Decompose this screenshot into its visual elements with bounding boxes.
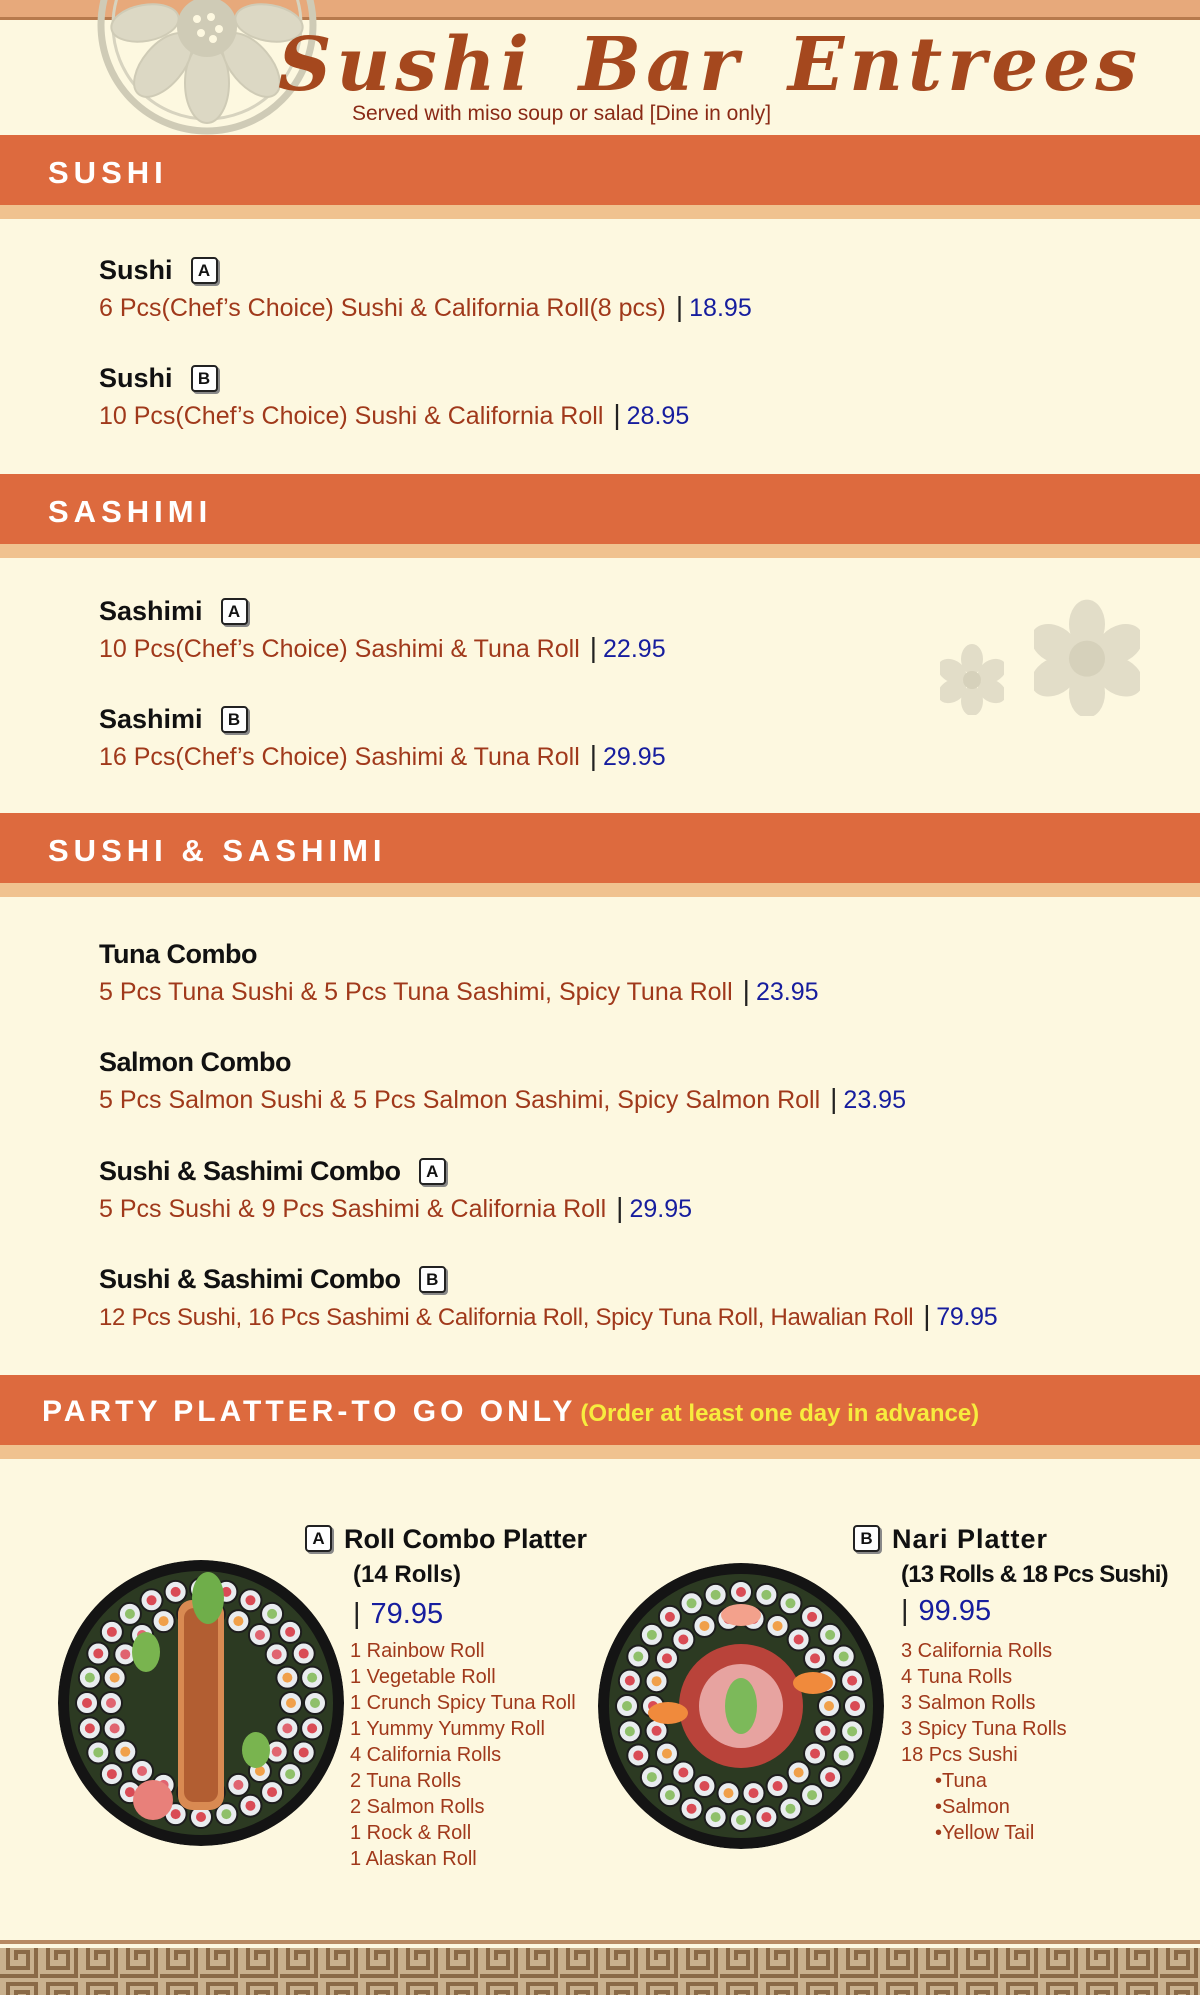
platter-title — [853, 1524, 1048, 1555]
flower-icon — [1034, 598, 1140, 716]
meander-border — [0, 1940, 1200, 1995]
list-item: •Salmon — [935, 1796, 1010, 1818]
platter-title — [305, 1524, 587, 1555]
platter-price-row: | 99.95 — [901, 1595, 992, 1627]
section-header-party — [0, 1375, 1200, 1459]
item-name: Sashimi — [99, 596, 203, 626]
item-price: 23.95 — [755, 978, 819, 1006]
list-item: •Tuna — [935, 1770, 987, 1792]
item-price: 29.95 — [603, 743, 666, 771]
menu-item: Sushi B 10 Pcs(Chef’s Choice) Sushi & California Roll | 28.95 — [99, 363, 690, 430]
item-description: 6 Pcs(Chef’s Choice) Sushi & California Roll(8 pcs) — [99, 294, 666, 322]
section-header-combo — [0, 813, 1200, 897]
item-description: 10 Pcs(Chef’s Choice) Sashimi & Tuna Roll — [99, 635, 580, 663]
menu-item: Tuna Combo 5 Pcs Tuna Sushi & 5 Pcs Tuna Sashimi, Spicy Tuna Roll | 23.95 — [99, 939, 819, 1006]
platter-item-list — [901, 1638, 1067, 1846]
platter-price: 79.95 — [370, 1598, 444, 1630]
sushi-platter-image — [598, 1563, 884, 1849]
item-description: 16 Pcs(Chef’s Choice) Sashimi & Tuna Roll — [99, 743, 580, 771]
list-item: 1 Yummy Yummy Roll — [350, 1718, 545, 1740]
page-title: Sushi Bar Entrees — [278, 22, 1143, 108]
item-price: 22.95 — [603, 635, 666, 663]
platter-name: Roll Combo Platter — [344, 1524, 588, 1554]
list-item: 1 Rainbow Roll — [350, 1640, 485, 1662]
item-name: Sushi — [99, 363, 173, 393]
section-header-sashimi — [0, 474, 1200, 558]
item-description: 5 Pcs Tuna Sushi & 5 Pcs Tuna Sashimi, Spicy Tuna Roll — [99, 978, 733, 1006]
section-title — [42, 1395, 979, 1429]
item-price: 29.95 — [629, 1195, 692, 1223]
list-item: •Yellow Tail — [935, 1822, 1035, 1844]
list-item: 1 Alaskan Roll — [350, 1848, 477, 1870]
item-price: 18.95 — [689, 294, 752, 322]
party-note: (Order at least one day in advance) — [580, 1400, 980, 1427]
item-name: Tuna Combo — [99, 939, 257, 969]
list-item: 3 California Rolls — [901, 1640, 1053, 1662]
item-price: 23.95 — [843, 1086, 906, 1114]
platter-price-row: | 79.95 — [353, 1598, 444, 1630]
badge-icon: B — [853, 1525, 880, 1552]
item-name: Salmon Combo — [99, 1047, 292, 1077]
section-header-sushi — [0, 135, 1200, 219]
item-name: Sushi & Sashimi Combo — [99, 1264, 401, 1294]
section-title: SASHIMI — [48, 494, 213, 529]
item-description: 5 Pcs Sushi & 9 Pcs Sashimi & California Roll — [99, 1195, 607, 1223]
platter-price: 99.95 — [918, 1595, 992, 1627]
item-name: Sushi & Sashimi Combo — [99, 1156, 401, 1186]
platter-item-list — [350, 1638, 576, 1872]
list-item: 1 Crunch Spicy Tuna Roll — [350, 1692, 576, 1714]
menu-item: Sashimi B 16 Pcs(Chef’s Choice) Sashimi & Tuna Roll | 29.95 — [99, 704, 666, 771]
list-item: 1 Vegetable Roll — [350, 1666, 496, 1688]
section-title: SUSHI & SASHIMI — [48, 833, 387, 868]
page-subtitle: Served with miso soup or salad [Dine in only] — [352, 102, 772, 125]
list-item: 2 Salmon Rolls — [350, 1796, 485, 1818]
sushi-platter-image — [58, 1560, 344, 1846]
menu-item: Sushi & Sashimi Combo A 5 Pcs Sushi & 9 Pcs Sashimi & California Roll | 29.95 — [99, 1156, 692, 1223]
platter-name: Nari Platter — [892, 1524, 1049, 1554]
list-item: 4 California Rolls — [350, 1744, 502, 1766]
badge-icon: A — [305, 1525, 332, 1552]
list-item: 3 Spicy Tuna Rolls — [901, 1718, 1067, 1740]
item-description: 5 Pcs Salmon Sushi & 5 Pcs Salmon Sashimi, Spicy Salmon Roll — [99, 1086, 821, 1114]
badge-icon: B — [221, 706, 248, 733]
flower-icon — [940, 643, 1004, 715]
section-title: SUSHI — [48, 155, 168, 190]
item-price: 28.95 — [626, 402, 690, 430]
badge-icon: B — [419, 1266, 446, 1293]
item-name: Sashimi — [99, 704, 203, 734]
item-price: 79.95 — [936, 1303, 998, 1331]
menu-item: Salmon Combo 5 Pcs Salmon Sushi & 5 Pcs Salmon Sashimi, Spicy Salmon Roll | 23.95 — [99, 1047, 906, 1114]
platter-subtitle: (14 Rolls) — [353, 1561, 462, 1588]
list-item: 1 Rock & Roll — [350, 1822, 472, 1844]
list-item: 3 Salmon Rolls — [901, 1692, 1036, 1714]
badge-icon: A — [419, 1158, 446, 1185]
menu-item: Sushi & Sashimi Combo B 12 Pcs Sushi, 16 Pcs Sashimi & California Roll, Spicy Tuna Roll, Hawalian Roll | 79.95 — [99, 1264, 998, 1331]
list-item: 4 Tuna Rolls — [901, 1666, 1013, 1688]
menu-item: Sashimi A 10 Pcs(Chef’s Choice) Sashimi & Tuna Roll | 22.95 — [99, 596, 666, 663]
badge-icon: B — [191, 365, 218, 392]
list-item: 2 Tuna Rolls — [350, 1770, 462, 1792]
menu-item: Sushi A 6 Pcs(Chef’s Choice) Sushi & California Roll(8 pcs) | 18.95 — [99, 255, 752, 322]
item-name: Sushi — [99, 255, 173, 285]
platter-subtitle: (13 Rolls & 18 Pcs Sushi) — [901, 1561, 1168, 1588]
badge-icon: A — [191, 257, 218, 284]
item-description: 12 Pcs Sushi, 16 Pcs Sashimi & California Roll, Spicy Tuna Roll, Hawalian Roll — [99, 1304, 914, 1331]
party-title: PARTY PLATTER-TO GO ONLY — [42, 1395, 577, 1428]
badge-icon: A — [221, 598, 248, 625]
item-description: 10 Pcs(Chef’s Choice) Sushi & California Roll — [99, 402, 604, 430]
list-item: 18 Pcs Sushi — [901, 1744, 1018, 1766]
